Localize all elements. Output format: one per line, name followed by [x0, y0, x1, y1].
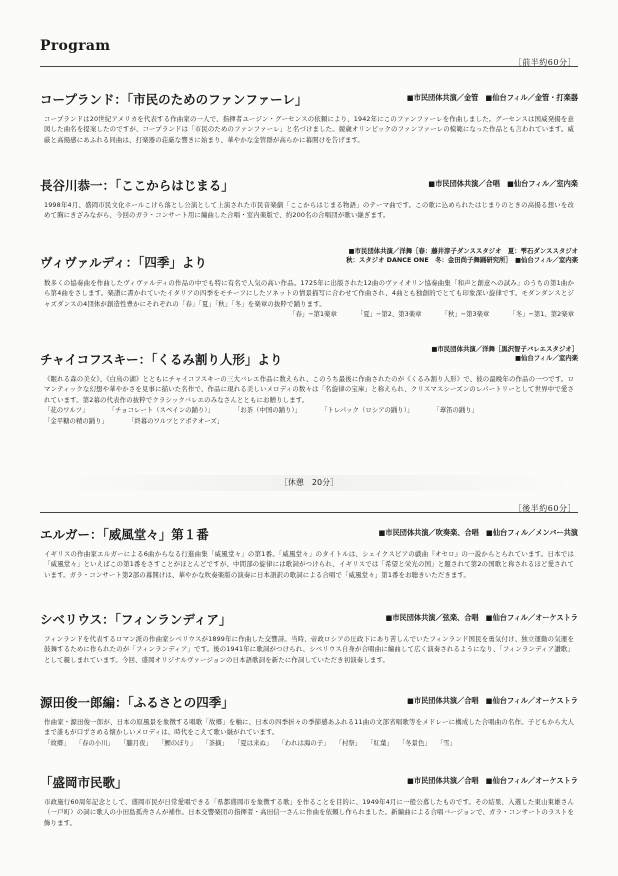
song-item: 「朧月夜」	[120, 738, 152, 747]
movement-item: 「春」−第1楽章	[289, 310, 337, 319]
piece-description: フィンランドを代表するロマン派の作曲家シベリウスが1899年に作曲した交響詩。当時、帝政ロシアの圧政下にあり苦しんでいたフィンランド国民を勇気付け、独立運動の気運を鼓舞するために作られたのが「フィンランディア」です。後の1941年に歌詞がつけられ、シベリウス自身が合唱曲に編曲して広く演奏されるようになり、「フィンランディア讃歌」として親しまれています。今回、盛岡オリジナルヴァージョンの日本語歌詞を新たに作詞していただき初演奏します。	[44, 635, 574, 664]
piece-title: コープランド：「市民のためのファンファーレ」	[40, 92, 308, 107]
piece-title: ヴィヴァルディ：「四季」より	[40, 255, 207, 270]
piece-meta-line: 秋：スタジオ DANCE ONE 冬：金田尚子舞踊研究所］ ■仙台フィル／室内楽	[346, 256, 578, 264]
piece-meta: ■市民団体共演／合唱 ■仙台フィル／オーケストラ	[407, 696, 578, 705]
second-half-label: ［後半約60分］	[513, 504, 576, 513]
excerpt-list	[40, 405, 578, 416]
excerpt-item: 「金平糖の精の踊り」	[44, 417, 108, 426]
piece-tchaikovsky	[40, 344, 578, 427]
piece-genda	[40, 693, 578, 749]
piece-meta: ■市民団体共演／金管 ■仙台フィル／金管・打楽器	[406, 93, 578, 102]
piece-vivaldi	[40, 246, 578, 320]
piece-elgar	[40, 525, 578, 580]
piece-hasegawa	[40, 176, 578, 221]
piece-description: 数多くの協奏曲を作曲したヴィヴァルディの作品の中でも特に有名で人気の高い作品。1725年に出版された12曲のヴァイオリン協奏曲集「和声と創意への試み」のうちの第1曲から第4曲をさします。楽譜に書かれていたイタリアの四季をモチーフにしたソネットの情景描写に合わせて作曲され、4曲とも独創的でとても印象深い旋律です。モダンダンスとジャズダンスの4団体が創造性豊かにそれぞれの「春」「夏」「秋」「冬」を楽章の抜粋で踊ります。	[44, 279, 574, 308]
piece-title: 「盛岡市民歌」	[40, 775, 128, 790]
piece-title: シベリウス：「フィンランディア」	[40, 612, 232, 627]
piece-copland	[40, 90, 578, 145]
piece-description: 作曲家・源田俊一郎が、日本の原風景を象徴する唱歌「故郷」を軸に、日本の四季折々の季節感あふれる11曲の文部省唱歌等をメドレーに構成した合唱曲の名作。子どもから大人まで誰もが口ずさめる懐かしいメロディは、時代をこえて歌い継がれています。	[44, 718, 574, 737]
piece-meta: ■市民団体共演／合唱 ■仙台フィル／室内楽	[428, 179, 578, 188]
page-title: Program	[40, 38, 111, 54]
piece-sibelius	[40, 610, 578, 665]
piece-meta: ■市民団体共演／合唱 ■仙台フィル／オーケストラ	[407, 776, 578, 785]
piece-description: イギリスの作曲家エルガーによる6曲からなる行進曲集「威風堂々」の第1番。「威風堂々」のタイトルは、シェイクスピアの戯曲『オセロ』の一説からとられています。日本では「威風堂々」といえばこの第1番をさすことがほとんどですが、中間部の旋律には歌詞がつけられ、イギリスでは「希望と栄光の国」と題されて第2の国歌と称されるほど愛されています。ガラ・コンサート第2部の幕開けは、華やかな吹奏楽版の演奏に日本語訳の歌詞による合唱で「威風堂々」第1番をお聴きいただきます。	[44, 550, 574, 579]
piece-morioka-song	[40, 773, 578, 828]
first-half-label: ［前半約60分］	[513, 58, 576, 67]
movement-item: 「冬」−第1、第2楽章	[509, 310, 574, 319]
song-list	[40, 738, 578, 749]
piece-meta-line: ■市民団体共演／洋舞［春：藤井淳子ダンススタジオ 夏：雫石ダンススタジオ	[348, 247, 578, 255]
song-item: 「冬景色」	[398, 738, 431, 747]
piece-meta	[431, 344, 578, 362]
song-item: 「夏は来ぬ」	[234, 738, 273, 747]
song-item: 「村祭」	[335, 738, 362, 747]
piece-meta-line: ■仙台フィル／室内楽	[514, 354, 578, 362]
song-item: 「茶摘」	[202, 738, 228, 747]
movement-list	[40, 309, 578, 320]
piece-description: 1998年4月、盛岡市民文化ホールこけら落とし公演として上演された市民音楽劇「ここからはじまる物語」のテーマ曲です。この歌に込められたはじまりのときの高揚る想いを改めて胸にきざみながら、今回のガラ・コンサート用に編曲した合唱・室内楽版で、約200名の合唱団が歌い継ぎます。	[44, 201, 574, 220]
song-item: 「われは海の子」	[278, 738, 330, 747]
piece-description: 市政施行60周年記念として、盛岡市民が日常愛唱できる「県都盛岡市を象徴する歌」を作ることを目的に、1949年4月に一般公募したものです。その結果、入選した東山東雄さん（一戸町）の詞に歌人の小田島孤舟さんが補作。日本交響楽団の指揮者・高田信一さんに作曲を依頼し作られました。新編曲による合唱バージョンで、ガラ・コンサートのラストを飾ります。	[44, 798, 574, 827]
excerpt-item: 「チョコレート（スペインの踊り）」	[108, 406, 214, 415]
song-item: 「雪」	[436, 738, 456, 747]
piece-meta: ■市民団体共演／吹奏楽、合唱 ■仙台フィル／メンバー共演	[378, 528, 578, 537]
song-item: 「鯉のぼり」	[158, 738, 197, 747]
excerpt-item: 「トレパック（ロシアの踊り）」	[321, 406, 414, 415]
piece-title: 長谷川恭一：「ここからはじまる」	[40, 178, 234, 193]
piece-title: チャイコフスキー：「くるみ割り人形」より	[40, 352, 283, 367]
song-item: 「春の小川」	[75, 738, 114, 747]
excerpt-list	[40, 416, 578, 427]
intermission-banner: ［休憩 20分］	[40, 475, 578, 491]
excerpt-item: 「お茶（中国の踊り）」	[233, 406, 301, 415]
song-item: 「故郷」	[44, 738, 70, 747]
first-half-rule	[40, 66, 578, 67]
piece-title: 源田俊一郎編：「ふるさとの四季」	[40, 695, 234, 710]
piece-meta-line: ■市民団体共演／洋舞［黒沢智子バレエスタジオ］	[431, 345, 578, 353]
piece-title: エルガー：「威風堂々」第１番	[40, 527, 209, 542]
excerpt-item: 「花のワルツ」	[44, 406, 89, 415]
excerpt-item: 「葦笛の踊り」	[433, 406, 479, 415]
movement-item: 「夏」−第2、第3楽章	[356, 310, 422, 319]
second-half-rule	[40, 512, 578, 513]
song-item: 「紅葉」	[367, 738, 393, 747]
movement-item: 「秋」−第3楽章	[441, 310, 490, 319]
piece-meta: ■市民団体共演／弦楽、合唱 ■仙台フィル／オーケストラ	[385, 613, 578, 622]
piece-description: コープランドは20世紀アメリカを代表する作曲家の一人で、指揮者ユージン・グーセンスの依頼により、1942年にこのファンファーレを作曲しました。グーセンスは国威発揚を意図した曲名を提案したのですが、コープランドは「市民のためのファンファーレ」と名づけました。競歳オリンピックのファンファーレの模範になった作品とも言われています。威厳と高揚感にあふれる同曲は、打楽器の荘厳な響きに始まり、華やかな金管群が高らかに幕開けを告げます。	[44, 115, 574, 144]
excerpt-item: 「終幕のワルツとアポテオーズ」	[127, 417, 224, 426]
piece-description: 《眠れる森の美女》、《白鳥の湖》とともにチャイコフスキーの三大バレエ作品に数えられ、このうち最後に作曲されたのが《くるみ割り人形》で、彼の最晩年の作品の一つです。ロマンティックな幻想や華やかさを見事に描いた名作で、作品に現れる美しいメロディの数々は「名旋律の宝庫」と称えられ、クリスマスシーズンのレパートリーとして世界中で愛されています。第2幕の代表作の抜粋でクラシックバレエのみなさんとともにお贈りします。	[44, 375, 574, 404]
piece-meta	[346, 246, 578, 264]
